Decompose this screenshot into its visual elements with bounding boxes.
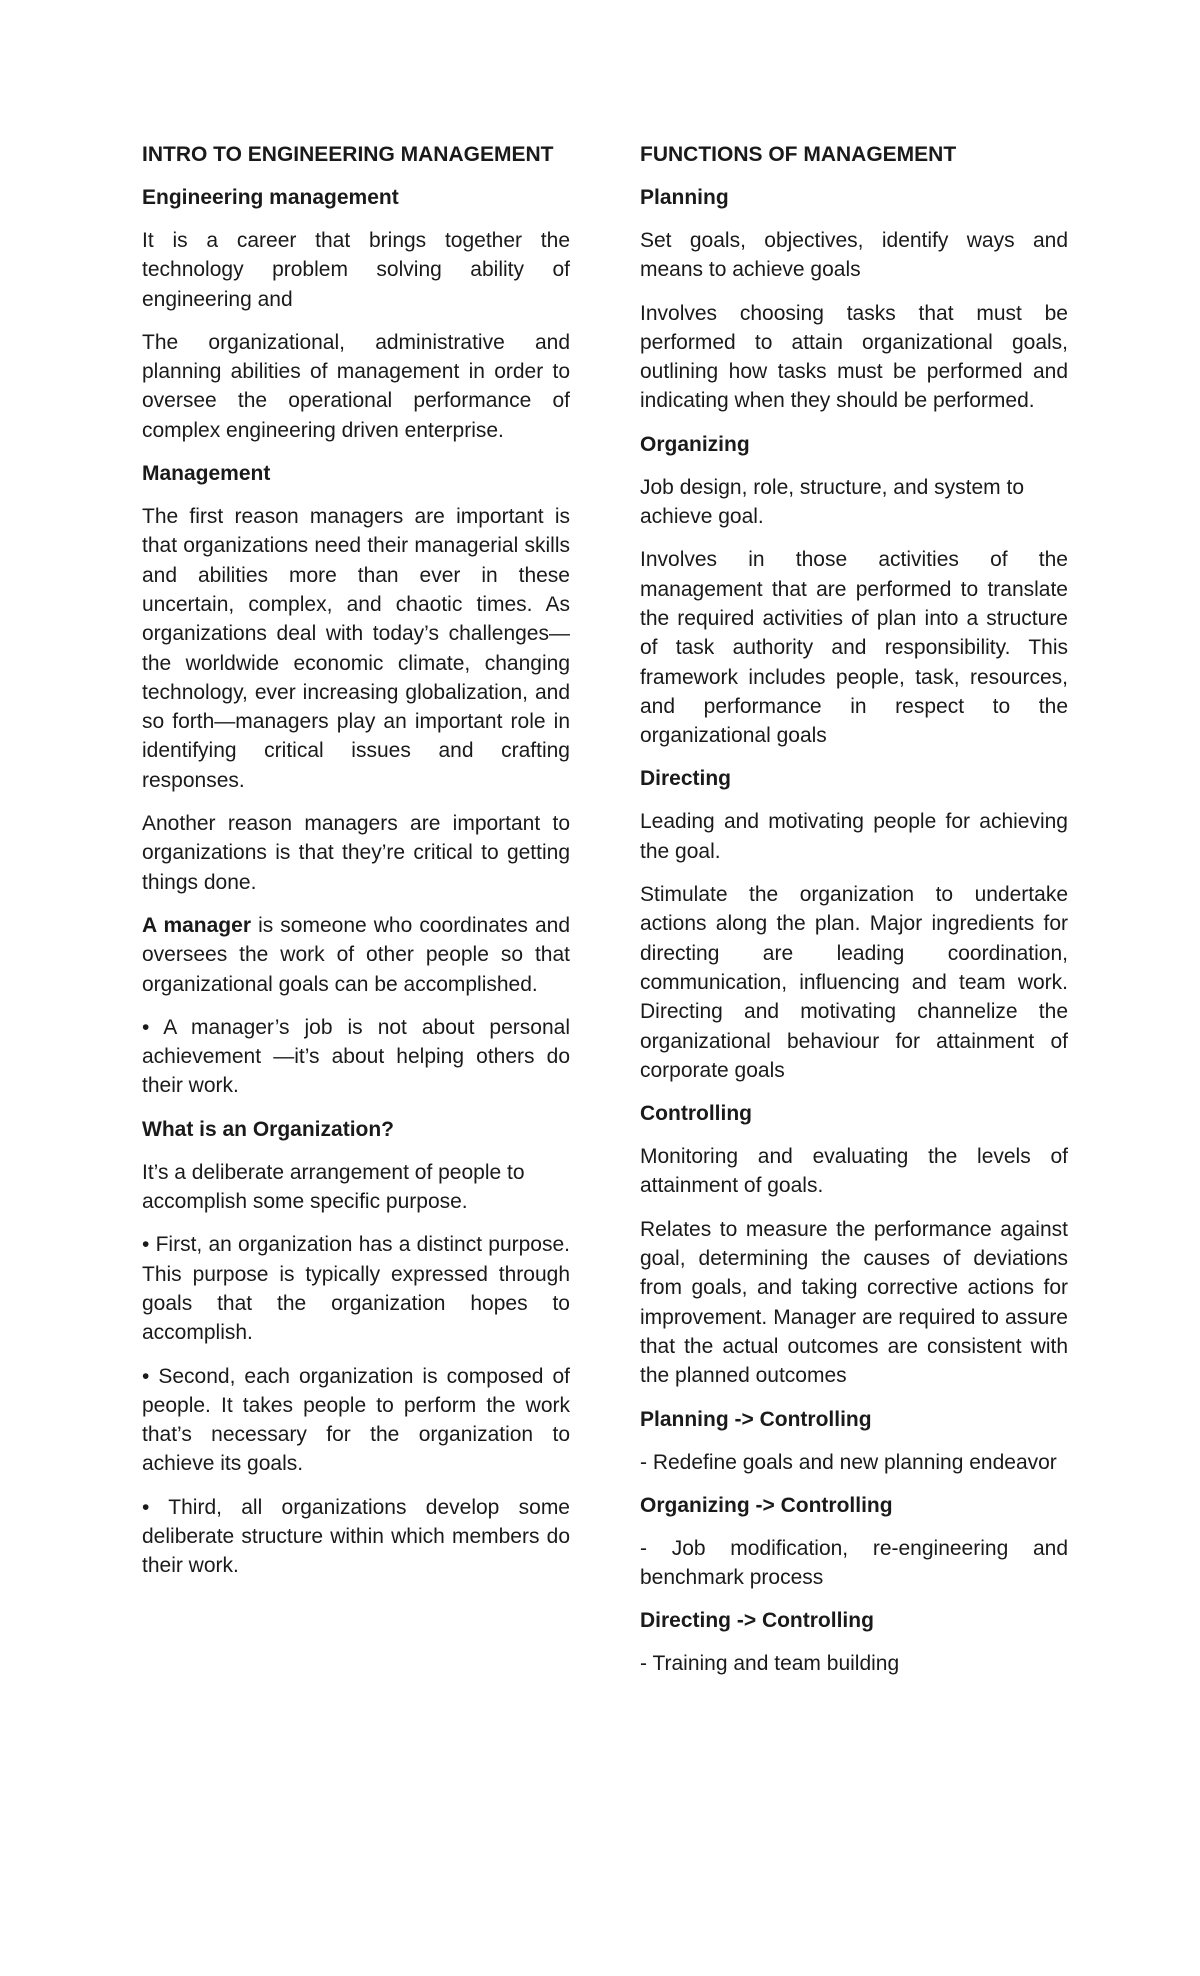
paragraph: Job design, role, structure, and system to achieve goal. [640, 475, 1025, 529]
paragraph-text: is someone who coordinates and oversees the work of other people so that organizational goals can be accomplished. [142, 913, 571, 996]
bullet-paragraph: • Third, all organizations develop some deliberate structure within which members do their work. [142, 1495, 570, 1578]
heading-management: Management [142, 462, 271, 486]
heading-engineering-management: Engineering management [142, 186, 399, 209]
paragraph: It’s a deliberate arrangement of people to accomplish some specific purpose. [142, 1160, 525, 1214]
heading-organizing-controlling: Organizing -> Controlling [640, 1493, 893, 1517]
paragraph: Involves in those activities of the management that are performed to translate the required activities of plan into a structure of task authority and responsibility. This framework includes people, task, resources, and performance in respect to the organizational goals [640, 548, 1068, 748]
paragraph: Involves choosing tasks that must be performed to attain organizational goals, outlining how tasks must be performed and indicating when they should be performed. [640, 301, 1068, 413]
paragraph: Stimulate the organization to undertake actions along the plan. Major ingredients for directing are leading coordination, communication, influencing and team work. Directing and motivating channelize the organizational behaviour for attainment of corporate goals [640, 883, 1068, 1082]
functions-title: FUNCTIONS OF MANAGEMENT [640, 143, 957, 166]
paragraph: The organizational, administrative and planning abilities of management in order to oversee the operational performance of complex engineering driven enterprise. [142, 330, 570, 442]
bullet-paragraph: • First, an organization has a distinct purpose. This purpose is typically expressed through goals that the organization hopes to accomplish. [142, 1233, 570, 1345]
left-column [142, 140, 570, 1595]
document-title: INTRO TO ENGINEERING MANAGEMENT [142, 143, 554, 166]
paragraph: It is a career that brings together the technology problem solving ability of engineering and [142, 229, 570, 311]
heading-planning: Planning [640, 186, 729, 209]
paragraph: The first reason managers are important is that organizations need their managerial skills and abilities more than ever in these uncertain, complex, and chaotic times. As organizations deal with today’s challenges—the worldwide economic climate, changing technology, ever increasing globalization, and so forth—managers play an important role in identifying critical issues and crafting responses. [142, 505, 570, 792]
paragraph: Monitoring and evaluating the levels of attainment of goals. [640, 1145, 1068, 1198]
paragraph: Leading and motivating people for achieving the goal. [640, 810, 1068, 863]
heading-directing-controlling: Directing -> Controlling [640, 1609, 874, 1633]
paragraph: - Job modification, re-engineering and benchmark process [640, 1536, 1068, 1590]
paragraph-manager-definition [142, 911, 570, 999]
heading-organization: What is an Organization? [142, 1117, 395, 1141]
bold-term: A manager [142, 913, 251, 937]
bullet-paragraph: • Second, each organization is composed of people. It takes people to perform the work that’s necessary for the organization to achieve its goals. [142, 1364, 570, 1476]
heading-organizing: Organizing [640, 432, 750, 456]
heading-directing: Directing [640, 767, 732, 791]
heading-planning-controlling: Planning -> Controlling [640, 1407, 872, 1431]
paragraph: Another reason managers are important to organizations is that they’re critical to getting things done. [142, 812, 570, 894]
paragraph: - Training and team building [640, 1652, 900, 1676]
right-column [640, 140, 1068, 1693]
paragraph: Relates to measure the performance against goal, determining the causes of deviations from goals, and taking corrective actions for improvement. Manager are required to assure that the actual outcomes are consistent with the planned outcomes [640, 1217, 1068, 1388]
paragraph: Set goals, objectives, identify ways and means to achieve goals [640, 229, 1068, 282]
bullet-paragraph: • A manager’s job is not about personal achievement —it’s about helping others do their work. [142, 1015, 570, 1098]
heading-controlling: Controlling [640, 1102, 752, 1126]
paragraph: - Redefine goals and new planning endeavor [640, 1450, 1057, 1474]
